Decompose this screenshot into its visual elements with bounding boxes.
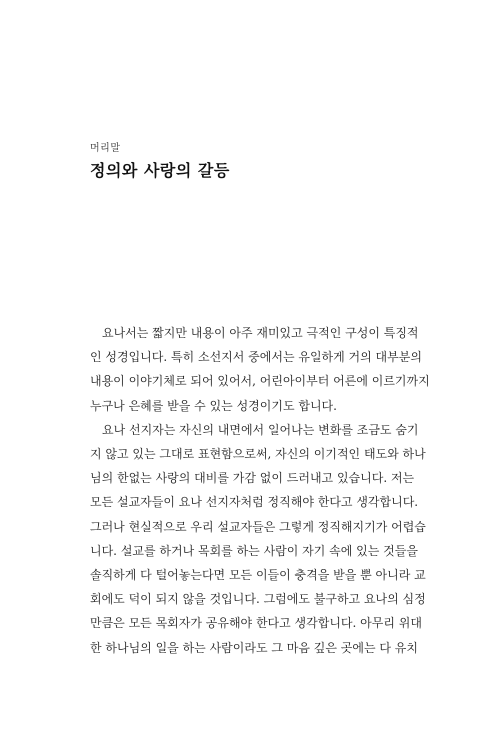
text-line: 니다. 설교를 하거나 목회를 하는 사람이 자기 속에 있는 것들을 bbox=[90, 543, 418, 558]
paragraph-2 bbox=[90, 418, 426, 660]
text-line: 요나서는 짧지만 내용이 아주 재미있고 극적인 구성이 특징적 bbox=[102, 326, 419, 340]
text-line: 지 않고 있는 그대로 표현함으로써, 자신의 이기적인 태도와 하나 bbox=[90, 447, 426, 462]
text-line: 솔직하게 다 털어놓는다면 모든 이들이 충격을 받을 뿐 아니라 교 bbox=[90, 568, 426, 583]
text-line: 만큼은 모든 목회자가 공유해야 한다고 생각합니다. 아무리 위대 bbox=[90, 616, 422, 631]
text-line: 회에도 덕이 되지 않을 것입니다. 그럼에도 불구하고 요나의 심정 bbox=[90, 592, 426, 607]
text-line: 누구나 은혜를 받을 수 있는 성경이기도 합니다. bbox=[90, 398, 337, 413]
text-line: 모든 설교자들이 요나 선지자처럼 정직해야 한다고 생각합니다. bbox=[90, 495, 419, 510]
text-line: 요나 선지자는 자신의 내면에서 일어나는 변화를 조금도 숨기 bbox=[102, 422, 419, 437]
text-line: 인 성경입니다. 특히 소선지서 중에서는 유일하게 거의 대부분의 bbox=[90, 350, 422, 365]
chapter-title: 정의와 사랑의 갈등 bbox=[90, 161, 230, 180]
text-line: 그러나 현실적으로 우리 설교자들은 그렇게 정직해지기가 어렵습 bbox=[90, 519, 426, 534]
section-label: 머리말 bbox=[90, 143, 121, 154]
text-line: 님의 한없는 사랑의 대비를 가감 없이 드러내고 있습니다. 저는 bbox=[90, 471, 415, 486]
text-line: 내용이 이야기체로 되어 있어서, 어린아이부터 어른에 이르기까지 bbox=[90, 374, 430, 389]
text-line: 한 하나님의 일을 하는 사람이라도 그 마음 깊은 곳에는 다 유치 bbox=[90, 640, 418, 655]
body-text bbox=[90, 321, 430, 660]
paragraph-1 bbox=[90, 321, 430, 418]
